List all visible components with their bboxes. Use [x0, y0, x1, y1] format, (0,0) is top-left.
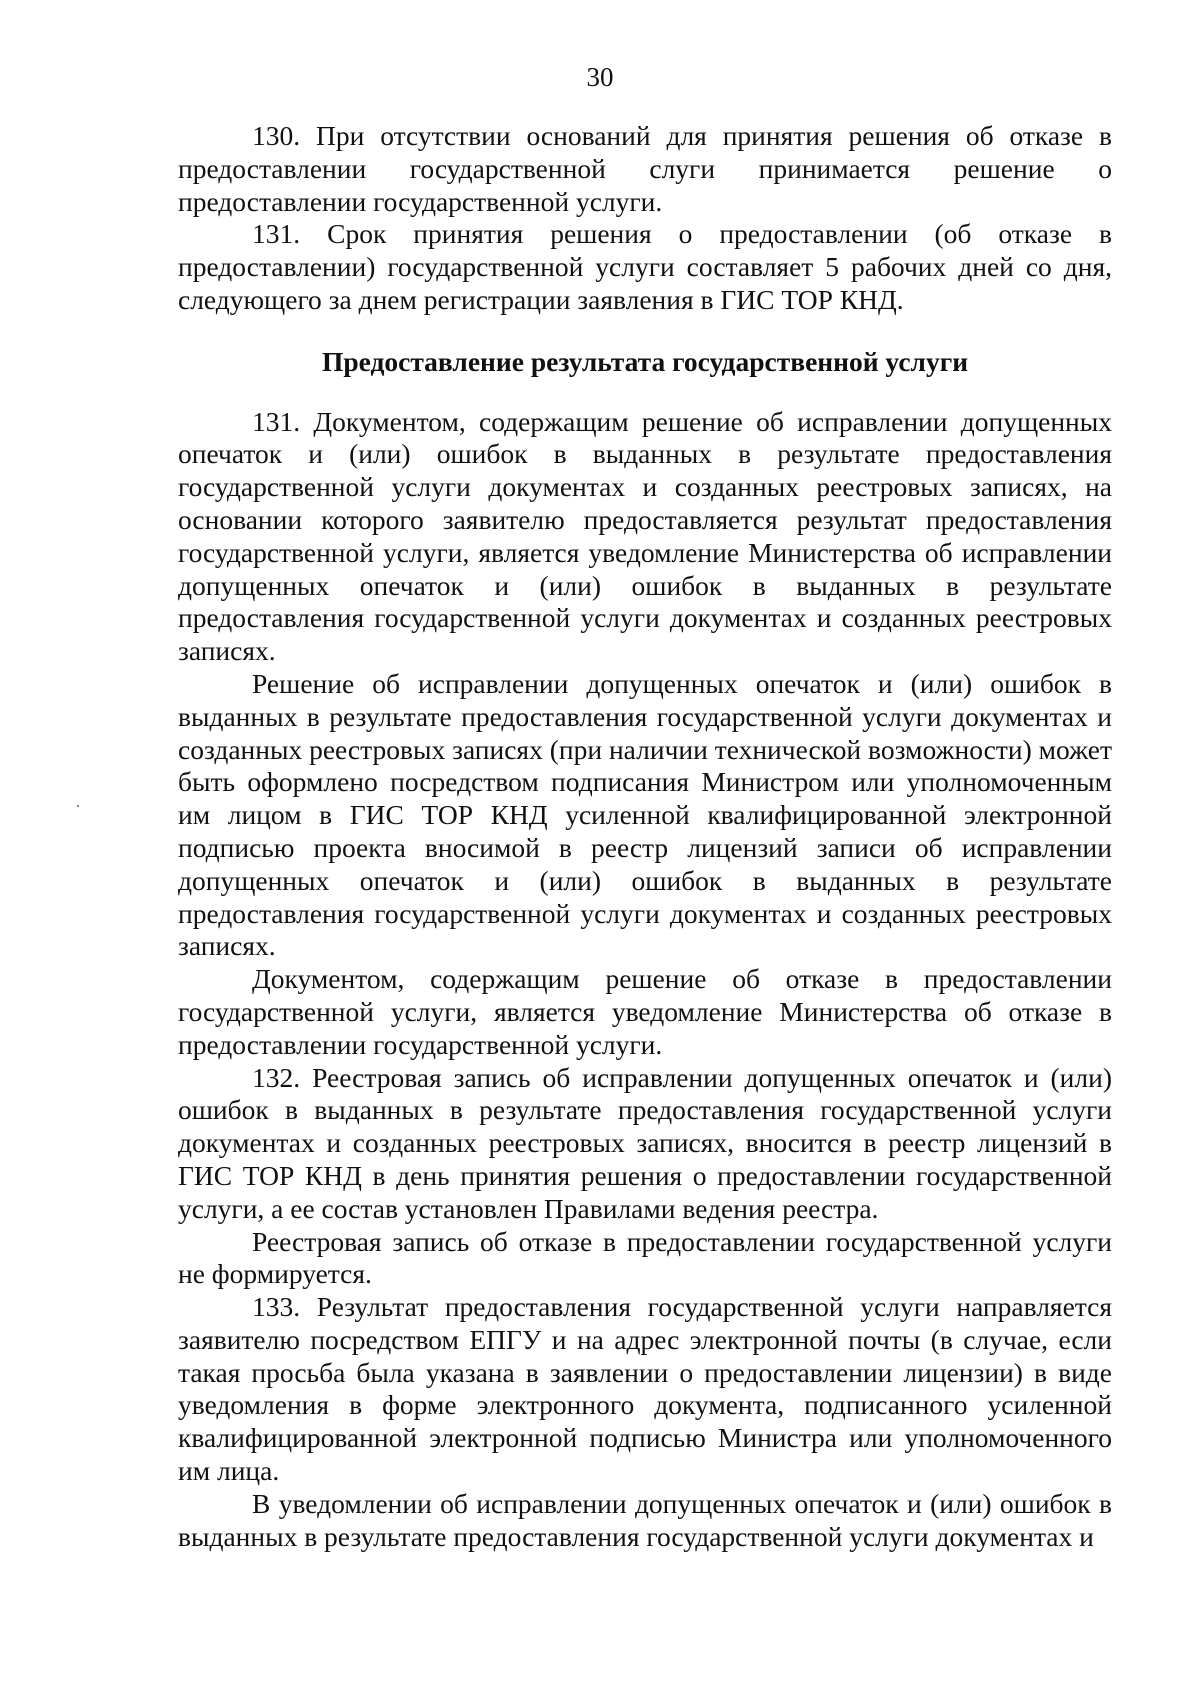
paragraph-notification: В уведомлении об исправлении допущенных опечаток и (или) ошибок в выданных в результате предоставления государственной услуги документах и — [178, 1487, 1112, 1552]
page-number: 30 — [586, 62, 614, 92]
paragraph-130: 130. При отсутствии оснований для принятия решения об отказе в предоставлении государственной слуги принимается решение о предоставлении государственной услуги. — [178, 120, 1112, 217]
paragraph-131-deadline: 131. Срок принятия решения о предоставлении (об отказе в предоставлении) государственной услуги составляет 5 рабочих дней со дня, следующего за днем регистрации заявления в ГИС ТОР КНД. — [178, 218, 1112, 315]
paragraph-133: 133. Результат предоставления государственной услуги направляется заявителю посредством ЕПГУ и на адрес электронной почты (в случае, если такая просьба была указана в заявлении о предоставлении лицензии) в виде уведомления в форме электронного документа, подписанного усиленной квалифицированной электронной подписью Министра или уполномоченного им лица. — [178, 1291, 1112, 1487]
paragraph-131-document: 131. Документом, содержащим решение об исправлении допущенных опечаток и (или) ошибок в выданных в результате предоставления государственной услуги документах и созданных реестровых записях, на основании которого заявителю предоставляется результат предоставления государственной услуги, является уведомление Министерства об исправлении допущенных опечаток и (или) ошибок в выданных в результате предоставления государственной услуги документах и созданных реестровых записях. — [178, 405, 1112, 667]
paragraph-refusal-document: Документом, содержащим решение об отказе в предоставлении государственной услуги, является уведомление Министерства об отказе в предоставлении государственной услуги. — [178, 963, 1112, 1060]
section-heading: Предоставление результата государственной услуги — [321, 345, 969, 377]
document-body — [178, 120, 1112, 1553]
paragraph-correction-decision: Решение об исправлении допущенных опечаток и (или) ошибок в выданных в результате предоставления государственной услуги документах и созданных реестровых записях (при наличии технической возможности) может быть оформлено посредством подписания Министром или уполномоченным им лицом в ГИС ТОР КНД усиленной квалифицированной электронной подписью проекта вносимой в реестр лицензий записи об исправлении допущенных опечаток и (или) ошибок в выданных в результате предоставления государственной услуги документах и созданных реестровых записях. — [178, 667, 1112, 962]
paragraph-refusal-record: Реестровая запись об отказе в предоставлении государственной услуги не формируется. — [178, 1225, 1112, 1290]
paragraph-132: 132. Реестровая запись об исправлении допущенных опечаток и (или) ошибок в выданных в результате предоставления государственной услуги документах и созданных реестровых записях, вносится в реестр лицензий в ГИС ТОР КНД в день принятия решения о предоставлении государственной услуги, а ее состав установлен Правилами ведения реестра. — [178, 1061, 1112, 1224]
scan-artifact-dot — [77, 805, 79, 807]
